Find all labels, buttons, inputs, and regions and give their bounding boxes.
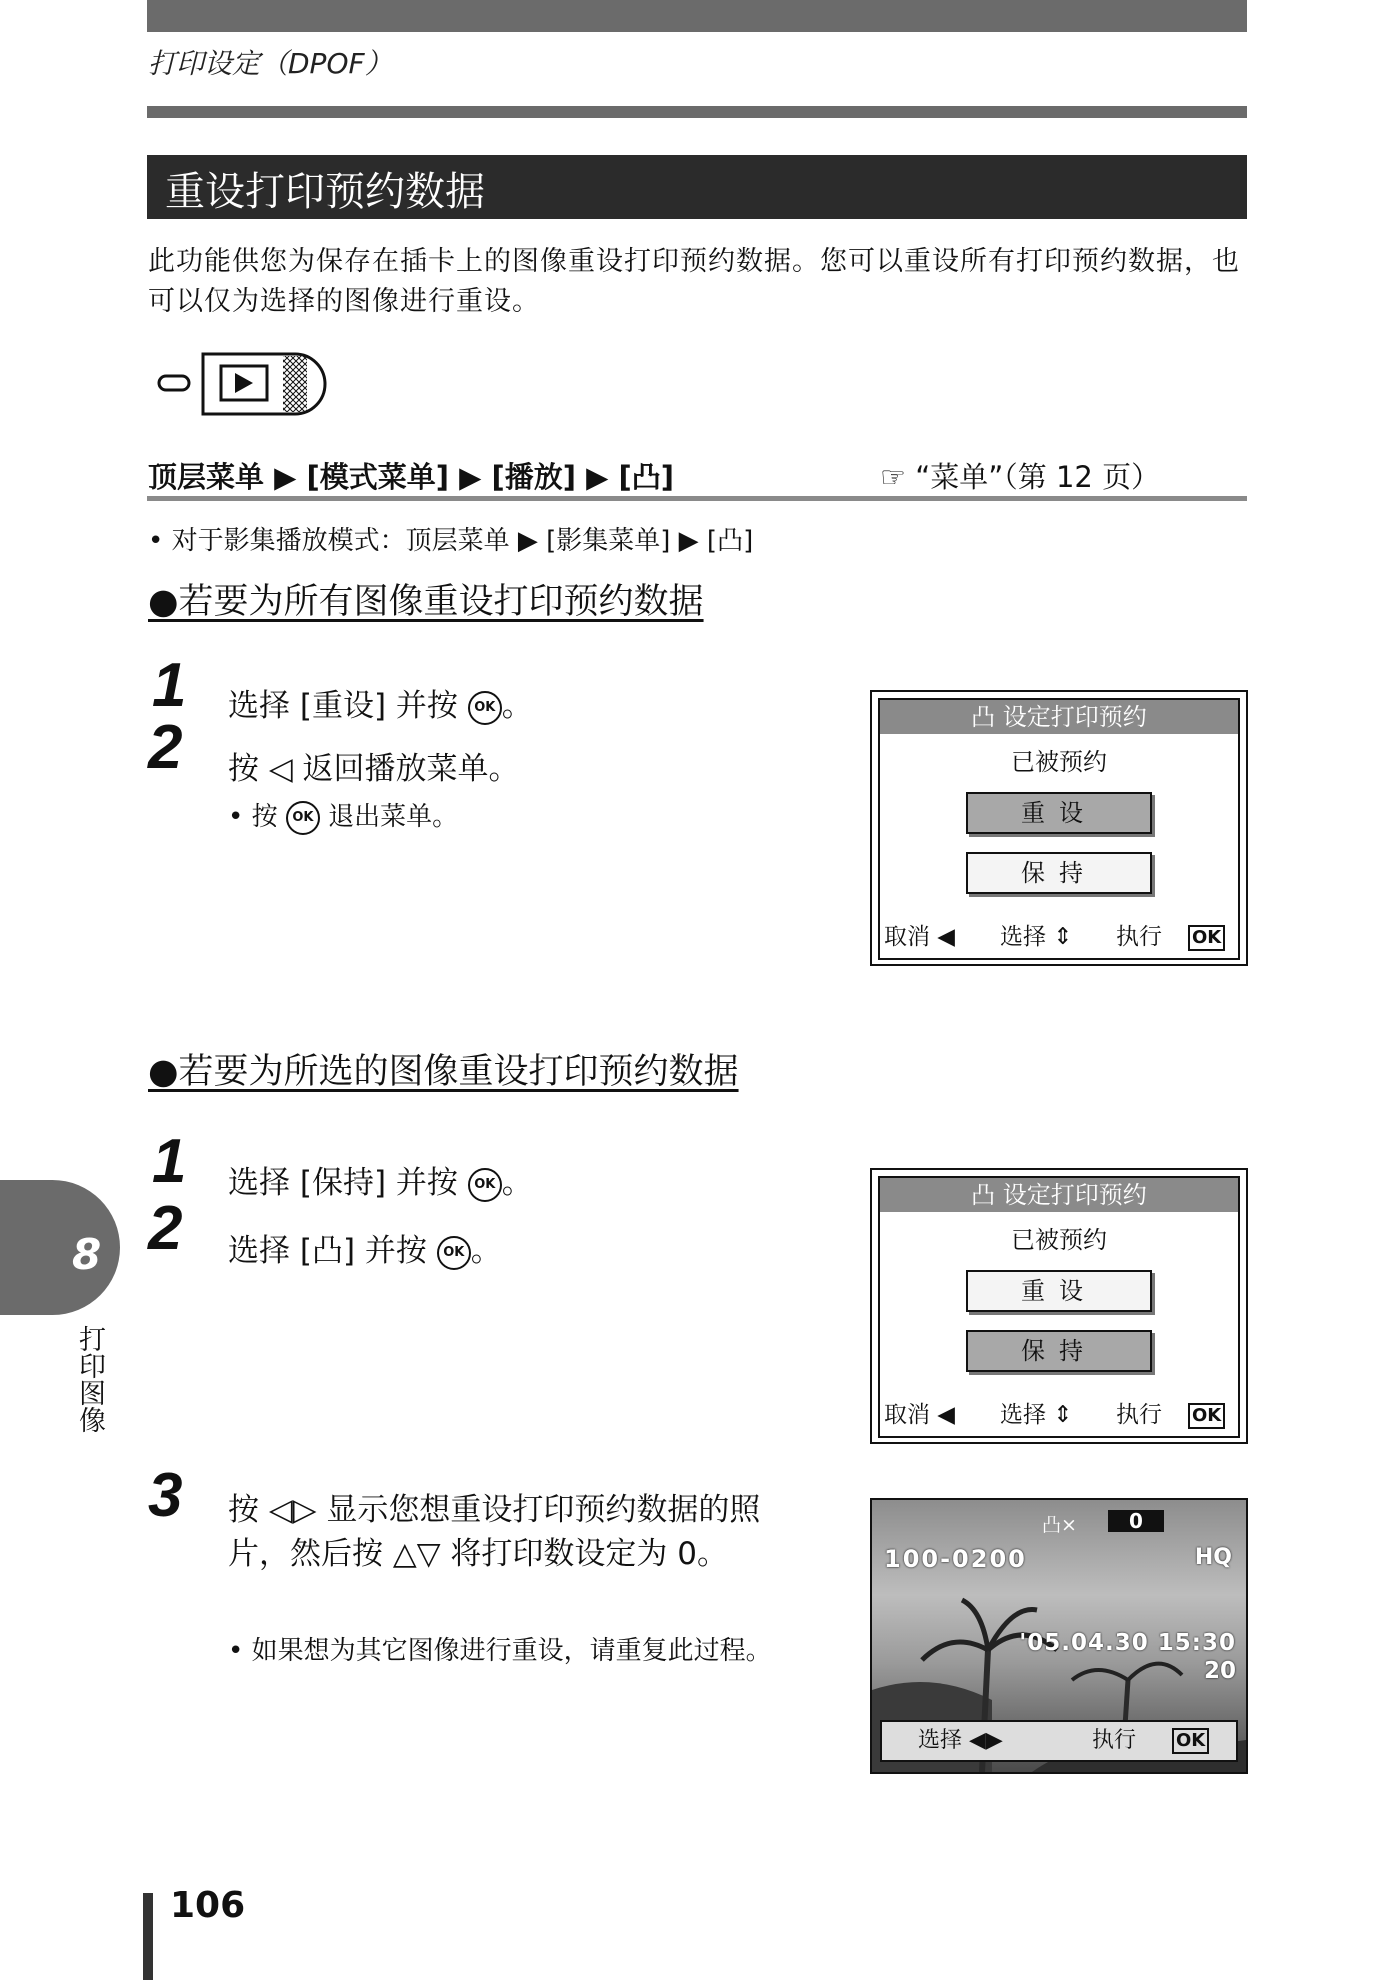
album-mode-note: • 对于影集播放模式：顶层菜单 ▶ [影集菜单] ▶ [凸] xyxy=(148,526,754,556)
breadcrumb-rule xyxy=(147,496,1247,501)
chapter-number: 8 xyxy=(72,1230,102,1279)
ok-button-icon: OK xyxy=(286,801,320,835)
page-number-bar xyxy=(143,1893,153,1980)
keep-option: 保持 xyxy=(966,852,1152,894)
step-number: 2 xyxy=(148,1194,183,1263)
reset-option: 重设 xyxy=(966,1270,1152,1312)
photo-footer: 选择 ◀▶ 执行 OK xyxy=(880,1720,1238,1762)
page-reference: ☞ “菜单”（第 12 页） xyxy=(880,460,1161,494)
quality-label: HQ xyxy=(1194,1545,1232,1570)
header-rule xyxy=(147,106,1247,118)
step-number: 3 xyxy=(148,1461,183,1530)
section-all-heading: ●若要为所有图像重设打印预约数据 xyxy=(148,582,704,622)
step-text: 选择 [保持] 并按 OK 。 xyxy=(228,1165,533,1201)
lcd-screen-reset-selected xyxy=(870,690,1248,966)
print-count-label: 凸× xyxy=(1042,1514,1077,1536)
print-count: 0 xyxy=(1108,1510,1164,1532)
screen-footer: 取消 ◀ 选择 ⇕ 执行 OK xyxy=(880,920,1238,954)
step-text: 按 ◁ 返回播放菜单。 xyxy=(228,751,520,787)
screen-status: 已被预约 xyxy=(1011,1226,1107,1254)
file-id: 100-0200 xyxy=(884,1545,1027,1573)
step-text: 按 ◁▷ 显示您想重设打印预约数据的照片，然后按 △▽ 将打印数设定为 0。 xyxy=(228,1492,761,1572)
lcd-photo-preview xyxy=(870,1498,1248,1774)
step-number: 1 xyxy=(152,651,187,720)
step-text: 选择 [凸] 并按 OK 。 xyxy=(228,1233,502,1269)
screen-title: 凸 设定打印预约 xyxy=(880,1178,1238,1212)
screen-status: 已被预约 xyxy=(1011,748,1107,776)
step-number: 1 xyxy=(152,1127,187,1196)
step-note: • 按 OK 退出菜单。 xyxy=(228,796,458,835)
page-title: 重设打印预约数据 xyxy=(165,169,485,215)
step-note: • 如果想为其它图像进行重设，请重复此过程。 xyxy=(228,1636,772,1666)
screen-footer: 取消 ◀ 选择 ⇕ 执行 OK xyxy=(880,1398,1238,1432)
frame-number: 20 xyxy=(1203,1658,1236,1684)
header-bar xyxy=(147,0,1247,32)
chapter-label: 打印图像 xyxy=(74,1325,105,1433)
menu-breadcrumb: 顶层菜单 ▶ [模式菜单] ▶ [播放] ▶ [凸] xyxy=(148,460,675,494)
reset-option: 重设 xyxy=(966,792,1152,834)
section-selected-heading: ●若要为所选的图像重设打印预约数据 xyxy=(148,1052,739,1092)
screen-title: 凸 设定打印预约 xyxy=(880,700,1238,734)
step-number: 2 xyxy=(148,713,183,782)
step-text: 选择 [重设] 并按 OK 。 xyxy=(228,688,533,724)
playback-mode-icon xyxy=(155,346,335,426)
header-section-title: 打印设定（DPOF） xyxy=(148,47,393,80)
date-time: '05.04.30 15:30 xyxy=(1019,1630,1236,1656)
ok-button-icon: OK xyxy=(468,691,502,725)
lcd-screen-keep-selected xyxy=(870,1168,1248,1444)
chapter-tab xyxy=(0,1180,120,1315)
intro-paragraph: 此功能供您为保存在插卡上的图像重设打印预约数据。您可以重设所有打印预约数据，也可以仅为选择的图像进行重设。 xyxy=(148,246,1240,317)
page-number: 106 xyxy=(170,1885,246,1926)
ok-button-icon: OK xyxy=(468,1168,502,1202)
keep-option: 保持 xyxy=(966,1330,1152,1372)
ok-button-icon: OK xyxy=(437,1236,471,1270)
